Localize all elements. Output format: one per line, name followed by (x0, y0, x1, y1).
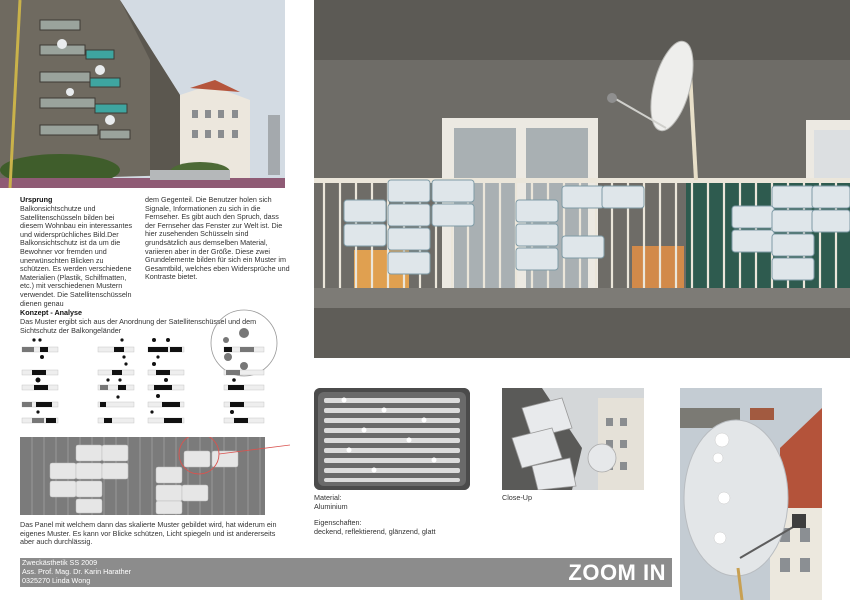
page-title: ZOOM IN (568, 560, 666, 585)
panel-caption: Das Panel mit welchem dann das skalierte Muster gebildet wird, hat widerum ein eigenes Muster. Es kann vor Blicke schützen, Licht spiegeln und ist andererseits aber auch durchlässig. (20, 520, 277, 547)
closeup-photo (502, 388, 644, 490)
pattern-analysis-diagram (18, 300, 280, 435)
material-photo (314, 388, 470, 490)
panel-pattern-graphic (20, 437, 290, 517)
material-props-label: Eigenschaften: (314, 518, 362, 527)
closeup-illustration (502, 388, 644, 490)
satellite-dish-illustration (680, 388, 822, 600)
material-value: Aluminium (314, 502, 348, 511)
footer-student: 0325270 Linda Wong (22, 576, 91, 585)
footer-bar (20, 558, 672, 587)
footer-instructor: Ass. Prof. Mag. Dr. Karin Harather (22, 567, 132, 576)
building-photo (0, 0, 285, 188)
origin-heading: Ursprung (20, 195, 53, 204)
concept-text: Das Muster ergibt sich aus der Anordnung der Satellitenschüssel und dem Sichtschutz der Balkongeländer (20, 317, 257, 335)
building-illustration (0, 0, 285, 188)
material-props: deckend, reflektierend, glänzend, glatt (314, 527, 436, 536)
balcony-illustration (314, 0, 850, 358)
concept-heading: Konzept - Analyse (20, 308, 83, 317)
origin-text-col2: dem Gegenteil. Die Benutzer holen sich Signale, Informationen zu sich in die Fernseher. Es gibt auch den Spruch, dass der Fernseher das Fenster zur Welt ist. Die hier zusehenden Schüsseln sind grundsätzlich aus demselben Material, variieren aber in der Größe. Diese zwei Grundelemente bilden für sich ein Muster im Gesamtbild, welches eben Widersprüche und Kontraste bietet. (145, 195, 290, 282)
aluminium-panel-illustration (314, 388, 470, 490)
pattern-rows (22, 328, 264, 423)
footer-course: Zweckästhetik SS 2009 (22, 558, 98, 567)
closeup-label: Close-Up (502, 493, 532, 502)
satellite-dish-photo (680, 388, 822, 600)
material-label: Material: (314, 493, 342, 502)
origin-text-col1: Balkonsichtschutze und Satellitenschüsseln bilden bei diesem Wohnbau ein interessantes und widersprüchliches Bild.Der Balkonsichtschutz ist da um die Bewohner vor fremden und unerwünschten Blicken zu schützen. Es werden verschiedene Materialien (Plastik, Schilfmatten, etc.) mit verschiedenen Mustern verwendet. Die Satellitenschüsseln dienen genau (20, 204, 133, 308)
balcony-photo (314, 0, 850, 358)
